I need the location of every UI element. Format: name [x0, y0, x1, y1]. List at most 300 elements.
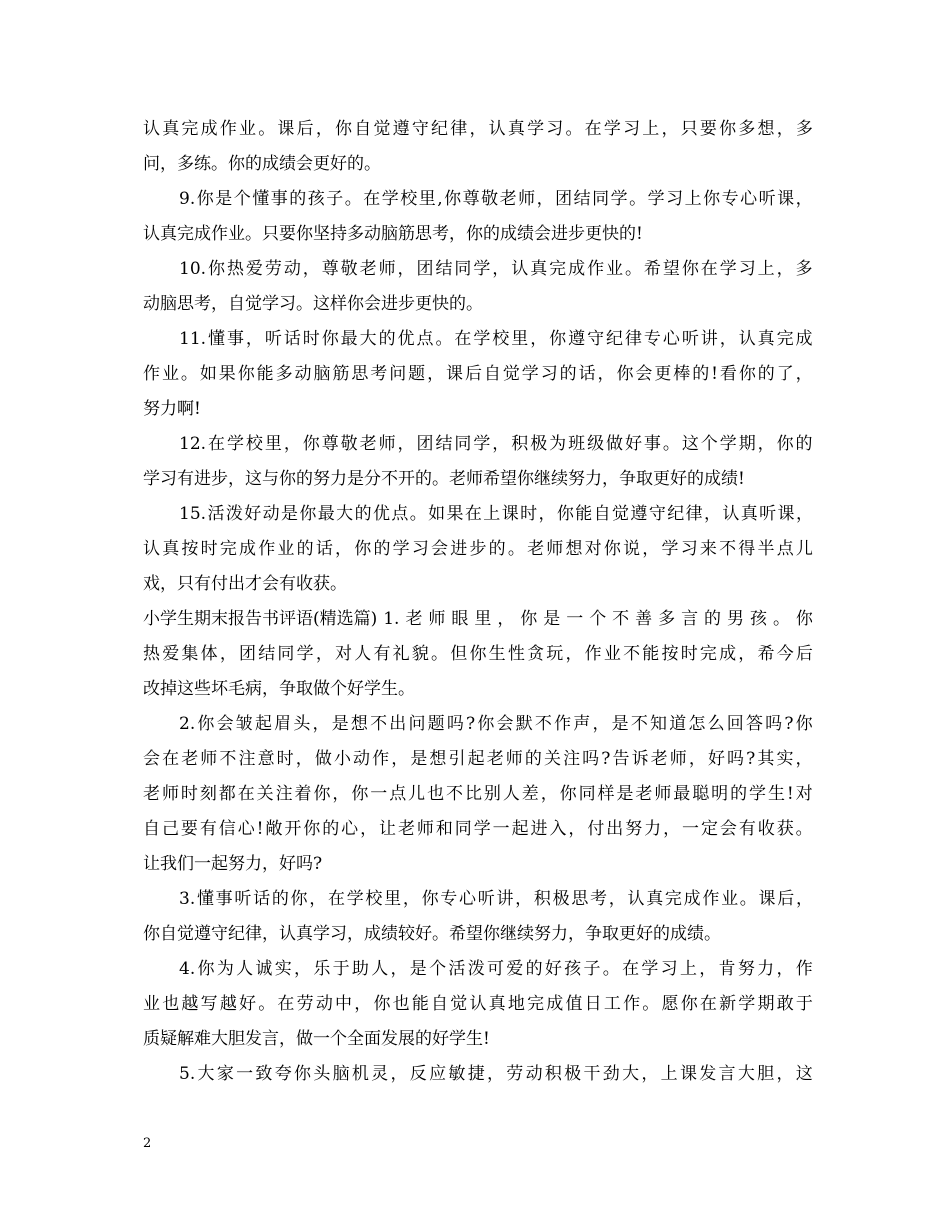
text-segment: 玩 [546, 644, 564, 664]
text-segment: 课 [277, 119, 295, 139]
text-segment: 结 [435, 259, 453, 279]
text-segment: ， [335, 539, 353, 559]
text-segment: ， [390, 1064, 408, 1084]
text-segment: 泼 [225, 504, 243, 524]
text-segment: 动 [353, 749, 371, 769]
text-segment: 有 [199, 819, 217, 839]
text-segment: 棒 [673, 364, 691, 384]
text-segment: 成 [200, 119, 218, 139]
text-segment: 劲 [602, 1064, 620, 1084]
text-segment: 的 [296, 539, 314, 559]
text-segment: 集 [181, 644, 199, 664]
text-segment: 这 [681, 434, 699, 454]
text-segment: 。 [624, 259, 642, 279]
text-segment: 认 [143, 539, 160, 559]
text-segment: 热 [226, 259, 244, 279]
text-segment: ， [663, 819, 681, 839]
text-segment: 学 [473, 434, 491, 454]
text-segment: 1. [383, 609, 400, 629]
text-segment: 言 [681, 609, 699, 629]
text-segment: 实 [274, 959, 292, 979]
text-line: 学习有进步，这与你的努力是分不开的。老师希望你继续努力，争取更好的成绩! [143, 469, 745, 489]
text-segment: 默 [515, 714, 533, 734]
text-segment: 专 [643, 329, 661, 349]
text-segment: 15. [179, 504, 207, 524]
text-line: 动脑思考，自觉学习。这样你会进步更快的。 [143, 294, 483, 314]
text-segment: 日 [584, 994, 602, 1014]
text-segment: 儿 [408, 784, 426, 804]
text-segment: 学 [719, 259, 737, 279]
text-segment: 言 [718, 1064, 736, 1084]
text-segment: 肯 [718, 959, 736, 979]
text-segment: 是 [543, 609, 561, 629]
text-segment: ， [390, 959, 408, 979]
text-segment: 更 [654, 364, 672, 384]
text-segment: 你 [299, 504, 317, 524]
text-segment: ! [786, 784, 794, 804]
text-segment: 心 [237, 819, 255, 839]
text-segment: 大 [622, 1064, 640, 1084]
text-segment: 不 [446, 784, 463, 804]
text-segment: 是 [410, 749, 428, 769]
text-segment: 学 [749, 784, 766, 804]
text-segment: ， [795, 504, 813, 524]
text-segment: 你 [703, 189, 721, 209]
text-segment: 起 [254, 714, 272, 734]
text-line: 让我们一起努力，好吗? [143, 854, 323, 874]
text-segment: 最 [340, 329, 358, 349]
text-segment: 习 [546, 119, 564, 139]
text-segment: 回 [726, 714, 744, 734]
text-segment: 老 [359, 434, 377, 454]
text-segment: 学 [473, 259, 491, 279]
text-segment: 脑 [313, 364, 331, 384]
text-segment: 的 [704, 609, 722, 629]
text-segment: ， [641, 1064, 659, 1084]
text-segment: 里 [418, 189, 436, 209]
text-segment: 好 [239, 994, 257, 1014]
text-segment: 老 [143, 784, 160, 804]
text-segment: 11. [179, 329, 207, 349]
text-segment: 作 [795, 959, 813, 979]
text-segment: 心 [740, 189, 758, 209]
text-segment: 也 [427, 784, 445, 804]
text-segment: ， [592, 714, 610, 734]
text-segment: 习 [680, 539, 698, 559]
text-segment: 爱 [506, 959, 524, 979]
text-segment: 生 [488, 644, 506, 664]
text-segment: 最 [673, 784, 691, 804]
text-segment: 律 [624, 329, 642, 349]
text-segment: ， [402, 889, 420, 909]
text-segment: 头 [313, 1064, 331, 1084]
text-segment: 只 [680, 119, 698, 139]
text-segment: 题 [427, 714, 445, 734]
text-segment: 能 [411, 994, 429, 1014]
text-segment: 。 [258, 994, 276, 1014]
text-segment: 想 [757, 119, 775, 139]
text-segment: 习 [540, 364, 558, 384]
text-segment: 作 [623, 994, 641, 1014]
text-segment: ， [315, 119, 333, 139]
text-segment: 师 [669, 749, 687, 769]
text-segment: ， [312, 714, 330, 734]
text-segment: 你 [373, 994, 391, 1014]
text-segment: 值 [565, 994, 583, 1014]
text-segment: 师 [378, 259, 396, 279]
text-segment: 胆 [757, 1064, 775, 1084]
text-segment: 在 [700, 259, 718, 279]
text-segment: 儿 [795, 539, 813, 559]
text-line: 努力啊! [143, 399, 201, 419]
text-segment: 干 [583, 1064, 601, 1084]
text-segment: 多 [795, 119, 813, 139]
text-segment: 在 [584, 119, 602, 139]
text-segment: 好 [244, 504, 262, 524]
text-segment: 纪 [431, 119, 449, 139]
text-segment: 你 [795, 714, 813, 734]
text-segment: 是 [409, 959, 427, 979]
text-segment: 师 [200, 749, 218, 769]
text-segment: 答 [745, 714, 763, 734]
text-segment: 级 [587, 434, 605, 454]
text-segment: 会 [216, 714, 234, 734]
text-segment: ， [661, 119, 679, 139]
text-segment: ， [427, 364, 445, 384]
text-segment: 这 [795, 1064, 813, 1084]
text-segment: ， [597, 364, 615, 384]
text-segment: 时 [680, 644, 698, 664]
text-segment: 最 [317, 504, 335, 524]
text-segment: 。 [795, 819, 813, 839]
text-segment: 作 [372, 749, 390, 769]
text-segment: 好 [624, 434, 642, 454]
text-segment: 老 [405, 609, 423, 629]
text-segment: 遵 [392, 119, 410, 139]
text-segment: 劳 [296, 994, 314, 1014]
text-segment: 你 [556, 504, 574, 524]
text-segment: 师 [428, 609, 446, 629]
text-segment: 完 [549, 259, 567, 279]
text-segment: 里 [474, 609, 492, 629]
text-segment: 好 [707, 749, 725, 769]
text-segment: 道 [669, 714, 687, 734]
text-segment: 听 [477, 889, 495, 909]
text-line [143, 252, 813, 287]
text-segment: 习 [623, 119, 641, 139]
text-segment: 课 [446, 364, 463, 384]
text-segment: 是 [281, 504, 298, 524]
text-segment: 的 [525, 959, 543, 979]
text-segment: 是 [611, 714, 629, 734]
text-segment: 听 [758, 189, 776, 209]
text-segment: 你 [616, 364, 634, 384]
text-segment: 自 [431, 994, 449, 1014]
text-segment: 成 [546, 994, 564, 1014]
text-segment: 出 [389, 714, 407, 734]
text-segment: 尊 [462, 189, 480, 209]
text-segment: ， [795, 189, 813, 209]
text-segment: ? [746, 749, 756, 769]
text-segment: 听 [681, 329, 699, 349]
text-segment: 团 [416, 259, 434, 279]
text-segment: 课 [501, 504, 519, 524]
text-segment: 乐 [313, 959, 331, 979]
text-segment: 老 [527, 539, 545, 559]
text-segment: 校 [365, 889, 383, 909]
text-segment: 你 [303, 819, 321, 839]
text-segment: 体 [200, 644, 218, 664]
text-segment: 学 [521, 364, 539, 384]
text-line [143, 742, 813, 777]
text-line [143, 637, 813, 672]
text-segment: 你 [559, 784, 577, 804]
text-segment: 优 [397, 329, 415, 349]
text-segment: 如 [428, 504, 446, 524]
text-segment: 真 [530, 259, 548, 279]
text-segment: 业 [721, 889, 739, 909]
text-segment: 果 [446, 504, 464, 524]
text-segment: 点 [389, 784, 407, 804]
text-segment: 注 [275, 784, 293, 804]
text-segment: 在 [363, 189, 381, 209]
text-segment: ， [699, 959, 717, 979]
text-segment: ， [302, 259, 320, 279]
text-segment: 动 [525, 1064, 543, 1084]
text-segment: 想 [565, 539, 583, 559]
text-segment: 差 [521, 784, 539, 804]
text-segment: 望 [662, 259, 680, 279]
text-segment: 对 [584, 539, 602, 559]
text-segment: 反 [409, 1064, 427, 1084]
text-segment: 真 [162, 539, 180, 559]
text-segment: 也 [162, 994, 180, 1014]
text-segment: 来 [699, 539, 717, 559]
text-segment: 。 [409, 504, 427, 524]
text-segment: 作 [219, 119, 237, 139]
text-segment: 在 [622, 959, 640, 979]
text-segment: 你 [313, 784, 331, 804]
text-segment: ， [492, 259, 510, 279]
text-segment: 爱 [245, 259, 263, 279]
text-segment: 自 [143, 819, 160, 839]
text-segment: 学 [647, 189, 665, 209]
text-segment: 后 [777, 889, 795, 909]
text-segment: 话 [253, 889, 271, 909]
text-segment: 是 [616, 784, 634, 804]
text-segment: 灵 [371, 1064, 389, 1084]
text-segment: 9. [179, 189, 196, 209]
text-segment: 一 [370, 784, 388, 804]
text-segment: 学 [296, 644, 314, 664]
text-line: 问，多练。你的成绩会更好的。 [143, 154, 381, 174]
text-segment: 注 [238, 749, 256, 769]
text-segment: 礼 [392, 644, 410, 664]
text-segment: 人 [236, 959, 254, 979]
text-segment: 敬 [340, 434, 358, 454]
text-segment: 其 [757, 749, 775, 769]
text-segment: 动 [294, 364, 312, 384]
text-segment: 点 [391, 504, 409, 524]
text-segment: 了 [776, 364, 794, 384]
text-segment: 关 [256, 784, 274, 804]
text-segment: ， [795, 749, 813, 769]
text-segment: 作 [554, 714, 572, 734]
text-segment: 完 [664, 889, 682, 909]
text-segment: 同 [277, 644, 295, 664]
text-segment: 在 [162, 749, 180, 769]
text-segment: 都 [218, 784, 236, 804]
text-segment: 不 [534, 714, 552, 734]
text-segment: 问 [408, 714, 426, 734]
text-segment: 发 [699, 1064, 717, 1084]
text-segment: 学 [527, 119, 545, 139]
text-segment: 活 [207, 504, 225, 524]
text-segment: ， [719, 329, 737, 349]
text-line: 认真完成作业。只要你坚持多动脑筋思考，你的成绩会进步更快的! [143, 224, 643, 244]
text-segment: 课 [679, 1064, 697, 1084]
text-segment: ， [309, 889, 327, 909]
text-segment: 学 [381, 189, 399, 209]
text-segment: 会 [431, 539, 449, 559]
text-segment: 期 [757, 994, 775, 1014]
text-segment: 应 [429, 1064, 447, 1084]
text-segment: 觉 [450, 994, 468, 1014]
text-segment: 为 [216, 959, 234, 979]
text-segment: 的 [373, 539, 391, 559]
text-segment: 不 [612, 609, 630, 629]
text-segment: 遵 [568, 329, 586, 349]
text-segment: 课 [777, 504, 795, 524]
text-segment: 工 [603, 994, 621, 1014]
text-segment: 看 [719, 364, 737, 384]
text-segment: 上 [660, 1064, 678, 1084]
text-segment: 不 [219, 749, 237, 769]
text-segment: 你 [237, 364, 255, 384]
text-segment: 敬 [340, 259, 358, 279]
text-segment: 要 [180, 819, 198, 839]
text-segment: 中 [335, 994, 353, 1014]
text-segment: 。 [431, 644, 449, 664]
text-segment: 地 [507, 994, 525, 1014]
text-segment: 老 [181, 749, 199, 769]
text-segment: 点 [776, 539, 794, 559]
text-segment: ， [738, 644, 756, 664]
text-segment: 。 [629, 189, 647, 209]
text-segment: 认 [469, 994, 487, 1014]
page-number: 2 [143, 1136, 152, 1151]
text-segment: 于 [332, 959, 350, 979]
text-segment: 动 [283, 259, 301, 279]
text-segment: 你 [681, 259, 699, 279]
text-segment: 是 [215, 189, 233, 209]
text-segment: 子 [583, 959, 601, 979]
text-segment: ， [315, 644, 333, 664]
text-segment: 头 [293, 714, 311, 734]
text-segment: 懂 [196, 889, 214, 909]
text-segment: 贪 [527, 644, 545, 664]
text-segment: 完 [699, 644, 717, 664]
text-line [143, 952, 813, 987]
text-segment: 的 [271, 889, 289, 909]
text-segment: 老 [486, 749, 504, 769]
text-segment: 学 [473, 329, 491, 349]
text-segment: 想 [350, 714, 368, 734]
text-segment: 10. [179, 259, 207, 279]
text-segment: 。 [507, 539, 525, 559]
text-segment: 让 [379, 819, 397, 839]
text-segment: 和 [435, 819, 453, 839]
text-segment: ， [530, 329, 548, 349]
text-segment: 泼 [467, 959, 485, 979]
text-segment: 敞 [265, 819, 283, 839]
text-segment: 一 [682, 819, 700, 839]
text-segment: 你 [680, 994, 698, 1014]
text-segment: 专 [721, 189, 739, 209]
text-segment: 多 [275, 364, 293, 384]
text-segment: 敢 [776, 994, 794, 1014]
text-segment: 你 [477, 714, 495, 734]
text-segment: 个 [233, 189, 251, 209]
text-line: 戏，只有付出才会有收获。 [143, 574, 347, 594]
text-segment: ， [776, 119, 794, 139]
text-segment: 。 [739, 889, 757, 909]
text-segment: 心 [662, 329, 680, 349]
text-segment: 热 [143, 644, 160, 664]
text-segment: 认 [627, 889, 645, 909]
text-segment: 问 [389, 364, 407, 384]
text-segment: 会 [496, 714, 514, 734]
text-segment: 时 [302, 329, 320, 349]
text-segment: 守 [411, 119, 429, 139]
text-segment: 纪 [606, 329, 624, 349]
text-segment: 你 [469, 644, 487, 664]
text-segment: 吗 [582, 749, 600, 769]
text-segment: 思 [571, 889, 589, 909]
text-segment: ， [608, 889, 626, 909]
text-segment: 人 [371, 959, 389, 979]
text-segment: 也 [392, 994, 410, 1014]
text-segment: 致 [255, 1064, 273, 1084]
text-segment: ， [492, 434, 510, 454]
text-segment: 觉 [612, 504, 630, 524]
text-segment: 4. [179, 959, 196, 979]
text-segment: 思 [351, 364, 369, 384]
text-segment: 开 [284, 819, 302, 839]
text-segment: 话 [315, 539, 333, 559]
text-segment: ， [219, 644, 237, 664]
text-segment: 纪 [667, 504, 685, 524]
text-line [143, 602, 813, 637]
text-segment: 你 [321, 329, 339, 349]
text-segment: ， [497, 609, 515, 629]
text-segment: 人 [502, 784, 520, 804]
text-segment: 半 [757, 539, 775, 559]
text-segment: 作 [702, 889, 720, 909]
text-segment: ? [466, 714, 476, 734]
text-segment: 时 [200, 539, 218, 559]
text-line [143, 1057, 813, 1092]
text-segment: 你 [444, 189, 462, 209]
text-segment: 入 [549, 819, 567, 839]
text-segment: ? [601, 749, 611, 769]
text-segment: 讲 [700, 329, 718, 349]
text-segment: 付 [587, 819, 605, 839]
text-segment: 希 [643, 259, 661, 279]
text-segment: ， [565, 644, 583, 664]
text-segment: 听 [234, 889, 252, 909]
text-segment: 习 [660, 959, 678, 979]
